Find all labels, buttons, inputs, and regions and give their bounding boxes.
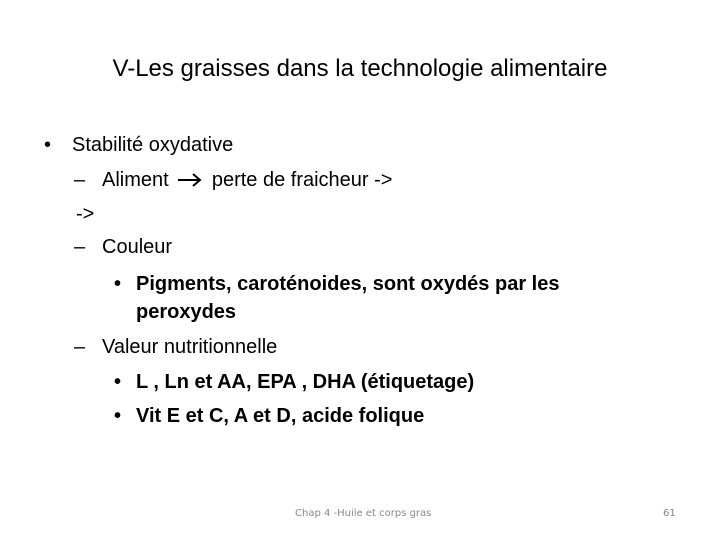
dash-marker: – [74, 236, 86, 258]
bullet-marker: • [114, 371, 122, 393]
sub-item-couleur: Couleur [102, 236, 173, 258]
dash-marker: – [74, 336, 86, 358]
sub-item-aliment [102, 168, 392, 192]
page-number: 61 [663, 508, 676, 519]
fatty-acids-item: L , Ln et AA, EPA , DHA (étiquetage) [136, 371, 475, 393]
bullet-marker: • [114, 273, 122, 295]
aliment-consequence: perte de fraicheur -> [211, 169, 393, 191]
bullet-marker: • [44, 134, 52, 156]
vitamins-item: Vit E et C, A et D, acide folique [136, 405, 425, 427]
pigments-line-2: peroxydes [136, 301, 237, 323]
sub-item-valeur: Valeur nutritionnelle [102, 336, 278, 358]
right-arrow-icon [176, 173, 204, 187]
bullet-marker: • [114, 405, 122, 427]
footer-text: Chap 4 -Huile et corps gras [295, 508, 432, 519]
bullet-stability: Stabilité oxydative [72, 134, 234, 156]
continuation-arrow: -> [76, 203, 95, 225]
pigments-line-1: Pigments, caroténoides, sont oxydés par les [136, 273, 560, 295]
aliment-label: Aliment [102, 169, 169, 191]
dash-marker: – [74, 169, 86, 191]
slide-title: V-Les graisses dans la technologie alimentaire [112, 55, 608, 82]
